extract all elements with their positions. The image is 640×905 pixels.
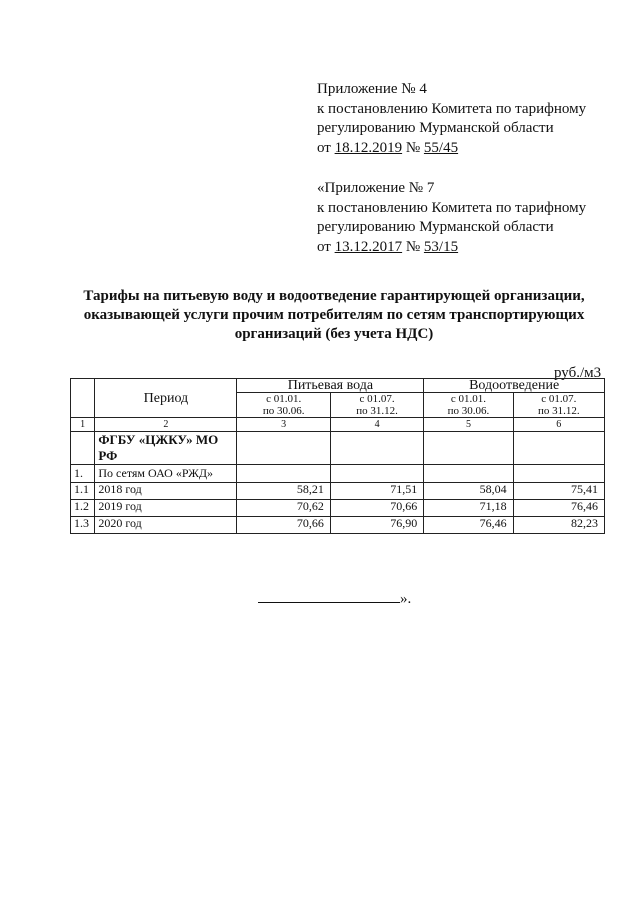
section-label: По сетям ОАО «РЖД»: [95, 465, 237, 483]
column-number: 2: [95, 418, 237, 432]
row-number: 1.2: [71, 500, 95, 517]
signature-underline: [258, 588, 400, 603]
water-h2-value: 71,51: [330, 483, 423, 500]
section-row: [71, 465, 605, 483]
row-year: 2019 год: [95, 500, 237, 517]
row-year: 2020 год: [95, 517, 237, 534]
row-number: 1.3: [71, 517, 95, 534]
closing-line: [258, 588, 411, 608]
column-number: 3: [237, 418, 330, 432]
sewage-h2-value: 75,41: [513, 483, 604, 500]
annex-subtitle: к постановлению Комитета по тарифному: [317, 100, 587, 117]
annex-subtitle: к постановлению Комитета по тарифному: [317, 199, 587, 216]
annex-subtitle-2: регулированию Мурманской области: [317, 219, 554, 235]
sewage-h1-value: 76,46: [424, 517, 513, 534]
empty-cell: [424, 465, 513, 483]
tariff-table: [70, 378, 605, 534]
annex-date-line: [317, 238, 586, 258]
date-prefix: от: [317, 139, 331, 156]
sewage-h2-value: 76,46: [513, 500, 604, 517]
closing-quote: ».: [400, 591, 412, 607]
section-number: 1.: [71, 465, 95, 483]
date-prefix: от: [317, 238, 331, 255]
table-header-row: [71, 379, 605, 393]
period-to: по 30.06.: [262, 405, 305, 417]
empty-cell: [71, 432, 95, 465]
annex-date: 13.12.2017: [334, 238, 403, 255]
period-from: с 01.07.: [359, 393, 395, 405]
water-h1-value: 70,62: [237, 500, 330, 517]
subheader-half1: [424, 393, 513, 418]
annex-header-current: [317, 80, 586, 158]
annex-number: 53/15: [423, 238, 459, 255]
header-period: Период: [95, 379, 237, 418]
water-h1-value: 58,21: [237, 483, 330, 500]
empty-cell: [513, 432, 604, 465]
column-number: 4: [330, 418, 423, 432]
table-row: [71, 500, 605, 517]
column-number-row: [71, 418, 605, 432]
row-year: 2018 год: [95, 483, 237, 500]
row-number: 1.1: [71, 483, 95, 500]
water-h1-value: 70,66: [237, 517, 330, 534]
document-title: [60, 287, 608, 344]
sewage-h2-value: 82,23: [513, 517, 604, 534]
header-sewage: Водоотведение: [424, 379, 605, 393]
subheader-half2: [330, 393, 423, 418]
header-drinking-water: Питьевая вода: [237, 379, 424, 393]
annex-title: «Приложение № 7: [317, 180, 435, 196]
annex-title: Приложение № 4: [317, 81, 427, 97]
unit-label: руб./м3: [554, 365, 602, 381]
period-from: с 01.07.: [541, 393, 577, 405]
annex-header-previous: [317, 179, 586, 257]
subheader-half2: [513, 393, 604, 418]
sewage-h1-value: 71,18: [424, 500, 513, 517]
annex-date-line: [317, 139, 586, 159]
subheader-half1: [237, 393, 330, 418]
title-line-3: организаций (без учета НДС): [234, 326, 434, 342]
period-to: по 31.12.: [356, 405, 398, 417]
number-prefix: №: [405, 238, 421, 255]
empty-cell: [330, 432, 423, 465]
period-from: с 01.01.: [266, 393, 302, 405]
sewage-h1-value: 58,04: [424, 483, 513, 500]
header-empty-cell: [71, 379, 95, 418]
empty-cell: [424, 432, 513, 465]
period-to: по 31.12.: [537, 405, 580, 417]
period-to: по 30.06.: [447, 405, 490, 417]
empty-cell: [513, 465, 604, 483]
organization-name: ФГБУ «ЦЖКУ» МО РФ: [95, 432, 237, 465]
empty-cell: [330, 465, 423, 483]
column-number: 6: [513, 418, 604, 432]
title-line-1: Тарифы на питьевую воду и водоотведение гарантирующей организации,: [83, 288, 585, 304]
organization-row: [71, 432, 605, 465]
water-h2-value: 70,66: [330, 500, 423, 517]
water-h2-value: 76,90: [330, 517, 423, 534]
number-prefix: №: [405, 139, 421, 156]
column-number: 1: [71, 418, 95, 432]
column-number: 5: [424, 418, 513, 432]
table-row: [71, 483, 605, 500]
annex-date: 18.12.2019: [334, 139, 403, 156]
table-row: [71, 517, 605, 534]
empty-cell: [237, 432, 330, 465]
period-from: с 01.01.: [450, 393, 487, 405]
annex-subtitle-2: регулированию Мурманской области: [317, 120, 554, 136]
title-line-2: оказывающей услуги прочим потребителям по сетям транспортирующих: [83, 307, 585, 323]
annex-number: 55/45: [423, 139, 459, 156]
empty-cell: [237, 465, 330, 483]
